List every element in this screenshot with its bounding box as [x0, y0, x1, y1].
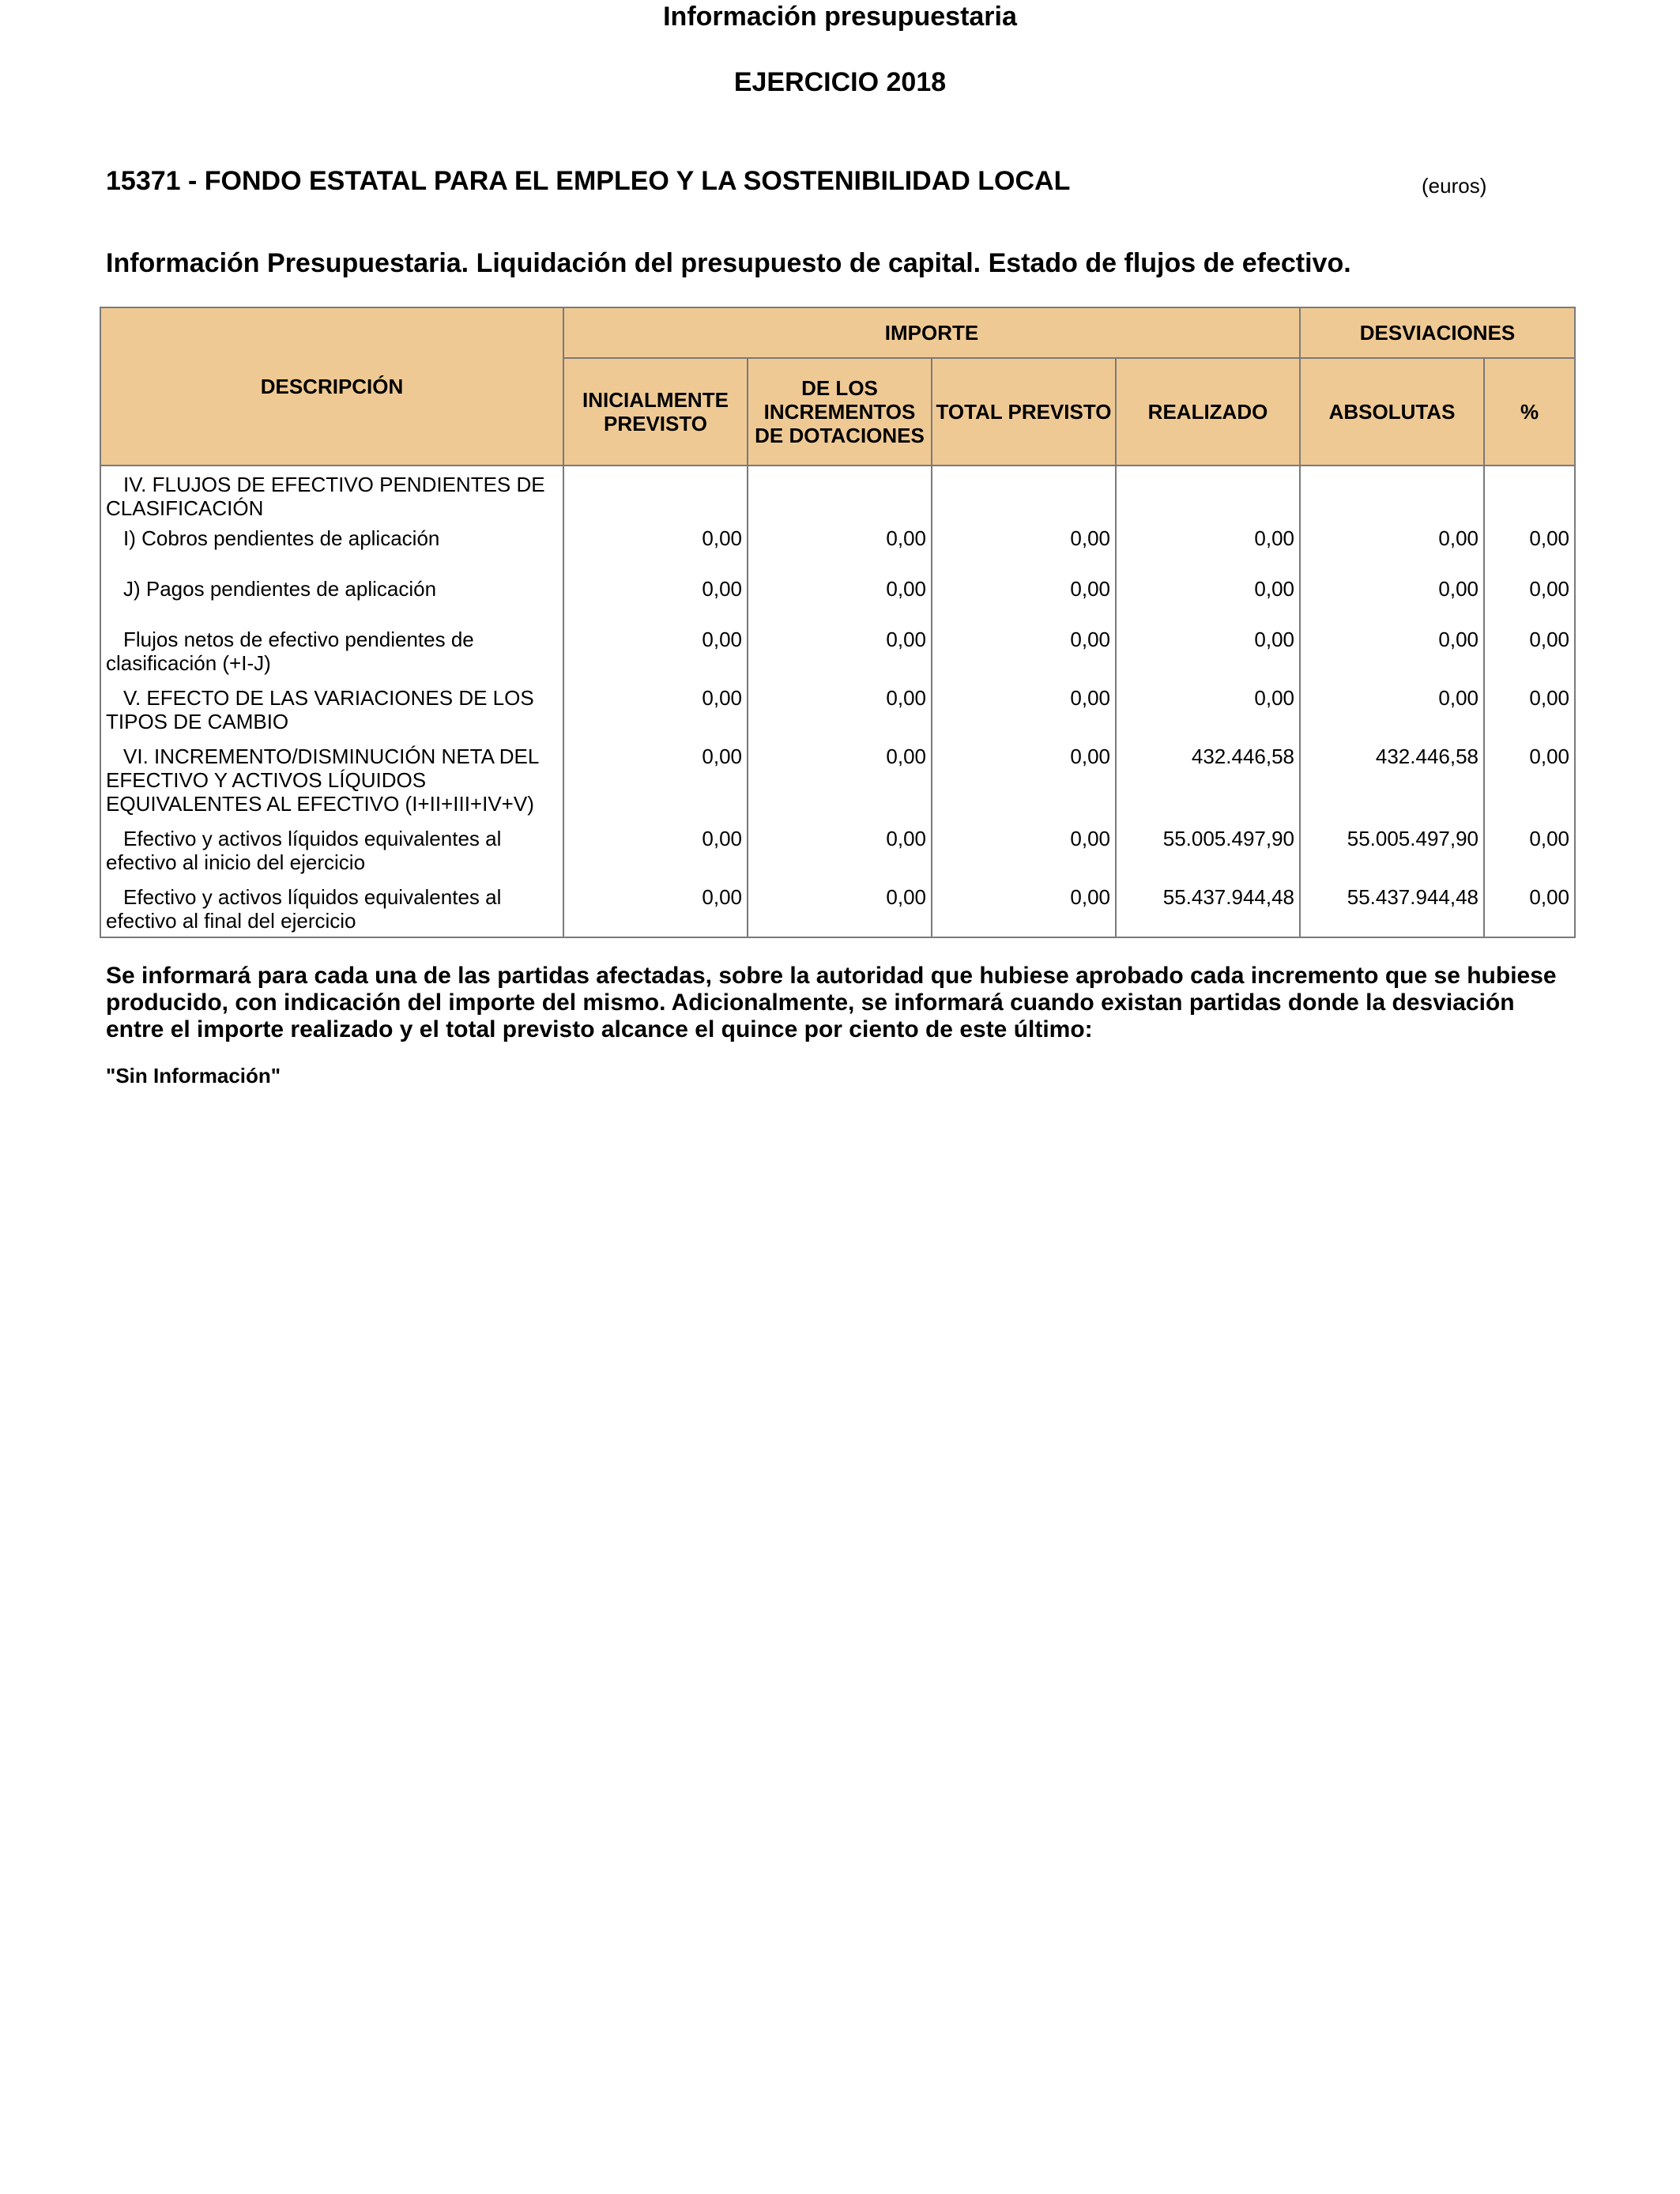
row-description: Flujos netos de efectivo pendientes de clasificación (+I-J) — [100, 621, 563, 680]
header-realizado: REALIZADO — [1116, 358, 1300, 466]
cell-percent: 0,00 — [1484, 879, 1575, 937]
cell-percent: 0,00 — [1484, 520, 1575, 571]
header-absolutas: ABSOLUTAS — [1300, 358, 1484, 466]
no-information-text: "Sin Información" — [106, 1064, 281, 1088]
cell-realizado: 432.446,58 — [1116, 738, 1300, 820]
cell-total-previsto: 0,00 — [932, 680, 1116, 738]
cell-total-previsto: 0,00 — [932, 520, 1116, 571]
cell-total-previsto — [932, 466, 1116, 520]
section-title: Información Presupuestaria. Liquidación del presupuesto de capital. Estado de flujos de efectivo. — [106, 248, 1351, 278]
cell-incrementos: 0,00 — [748, 571, 932, 621]
table-row — [100, 520, 1575, 571]
row-description: J) Pagos pendientes de aplicación — [100, 571, 563, 621]
cell-incrementos — [748, 466, 932, 520]
table-row — [100, 571, 1575, 621]
cell-inicialmente-previsto — [563, 466, 748, 520]
table-row — [100, 879, 1575, 937]
entity-title: 15371 - FONDO ESTATAL PARA EL EMPLEO Y LA SOSTENIBILIDAD LOCAL — [106, 166, 1071, 196]
header-description: DESCRIPCIÓN — [100, 307, 563, 466]
cash-flow-table — [100, 307, 1576, 938]
row-description: IV. FLUJOS DE EFECTIVO PENDIENTES DE CLASIFICACIÓN — [100, 466, 563, 520]
cell-incrementos: 0,00 — [748, 621, 932, 680]
header-desviaciones: DESVIACIONES — [1300, 307, 1575, 358]
cell-incrementos: 0,00 — [748, 879, 932, 937]
cell-percent: 0,00 — [1484, 680, 1575, 738]
table-row — [100, 466, 1575, 520]
header-incrementos: DE LOS INCREMENTOS DE DOTACIONES — [748, 358, 932, 466]
cell-realizado — [1116, 466, 1300, 520]
cell-inicialmente-previsto: 0,00 — [563, 680, 748, 738]
cell-inicialmente-previsto: 0,00 — [563, 879, 748, 937]
cell-realizado: 0,00 — [1116, 621, 1300, 680]
cell-realizado: 55.005.497,90 — [1116, 820, 1300, 879]
cell-absolutas — [1300, 466, 1484, 520]
cell-absolutas: 55.005.497,90 — [1300, 820, 1484, 879]
table-row — [100, 680, 1575, 738]
row-description: VI. INCREMENTO/DISMINUCIÓN NETA DEL EFECTIVO Y ACTIVOS LÍQUIDOS EQUIVALENTES AL EFECTIVO (I+II+III+IV+V) — [100, 738, 563, 820]
table-row — [100, 621, 1575, 680]
cell-realizado: 0,00 — [1116, 520, 1300, 571]
currency-units: (euros) — [1422, 174, 1487, 198]
cell-percent — [1484, 466, 1575, 520]
table-row — [100, 738, 1575, 820]
cell-percent: 0,00 — [1484, 738, 1575, 820]
cell-inicialmente-previsto: 0,00 — [563, 571, 748, 621]
cell-total-previsto: 0,00 — [932, 571, 1116, 621]
header-total-previsto: TOTAL PREVISTO — [932, 358, 1116, 466]
cell-inicialmente-previsto: 0,00 — [563, 820, 748, 879]
cell-total-previsto: 0,00 — [932, 738, 1116, 820]
cell-percent: 0,00 — [1484, 820, 1575, 879]
row-description: I) Cobros pendientes de aplicación — [100, 520, 563, 571]
cell-realizado: 55.437.944,48 — [1116, 879, 1300, 937]
page-title: Información presupuestaria — [663, 2, 1017, 32]
row-description: Efectivo y activos líquidos equivalentes al efectivo al inicio del ejercicio — [100, 820, 563, 879]
row-description: Efectivo y activos líquidos equivalentes al efectivo al final del ejercicio — [100, 879, 563, 937]
cell-total-previsto: 0,00 — [932, 820, 1116, 879]
cell-incrementos: 0,00 — [748, 680, 932, 738]
footer-note: Se informará para cada una de las partidas afectadas, sobre la autoridad que hubiese aprobado cada incremento que se hubiese producido, con indicación del importe del mismo. Adicionalmente, se informará cuando existan partidas donde la desviación entre el importe realizado y el total previsto alcance el quince por ciento de este último: — [106, 963, 1557, 1042]
cell-total-previsto: 0,00 — [932, 621, 1116, 680]
cell-percent: 0,00 — [1484, 571, 1575, 621]
row-description: V. EFECTO DE LAS VARIACIONES DE LOS TIPOS DE CAMBIO — [100, 680, 563, 738]
cell-inicialmente-previsto: 0,00 — [563, 738, 748, 820]
table-row — [100, 820, 1575, 879]
fiscal-year: EJERCICIO 2018 — [733, 67, 947, 97]
cell-inicialmente-previsto: 0,00 — [563, 520, 748, 571]
cell-percent: 0,00 — [1484, 621, 1575, 680]
header-percent: % — [1484, 358, 1575, 466]
cell-absolutas: 0,00 — [1300, 621, 1484, 680]
cell-incrementos: 0,00 — [748, 738, 932, 820]
cell-total-previsto: 0,00 — [932, 879, 1116, 937]
cell-realizado: 0,00 — [1116, 680, 1300, 738]
cell-absolutas: 55.437.944,48 — [1300, 879, 1484, 937]
cell-absolutas: 0,00 — [1300, 571, 1484, 621]
cell-absolutas: 0,00 — [1300, 520, 1484, 571]
cell-realizado: 0,00 — [1116, 571, 1300, 621]
cell-inicialmente-previsto: 0,00 — [563, 621, 748, 680]
header-importe: IMPORTE — [563, 307, 1300, 358]
cell-incrementos: 0,00 — [748, 520, 932, 571]
cell-absolutas: 0,00 — [1300, 680, 1484, 738]
cell-incrementos: 0,00 — [748, 820, 932, 879]
header-inicialmente-previsto: INICIALMENTE PREVISTO — [563, 358, 748, 466]
cell-absolutas: 432.446,58 — [1300, 738, 1484, 820]
